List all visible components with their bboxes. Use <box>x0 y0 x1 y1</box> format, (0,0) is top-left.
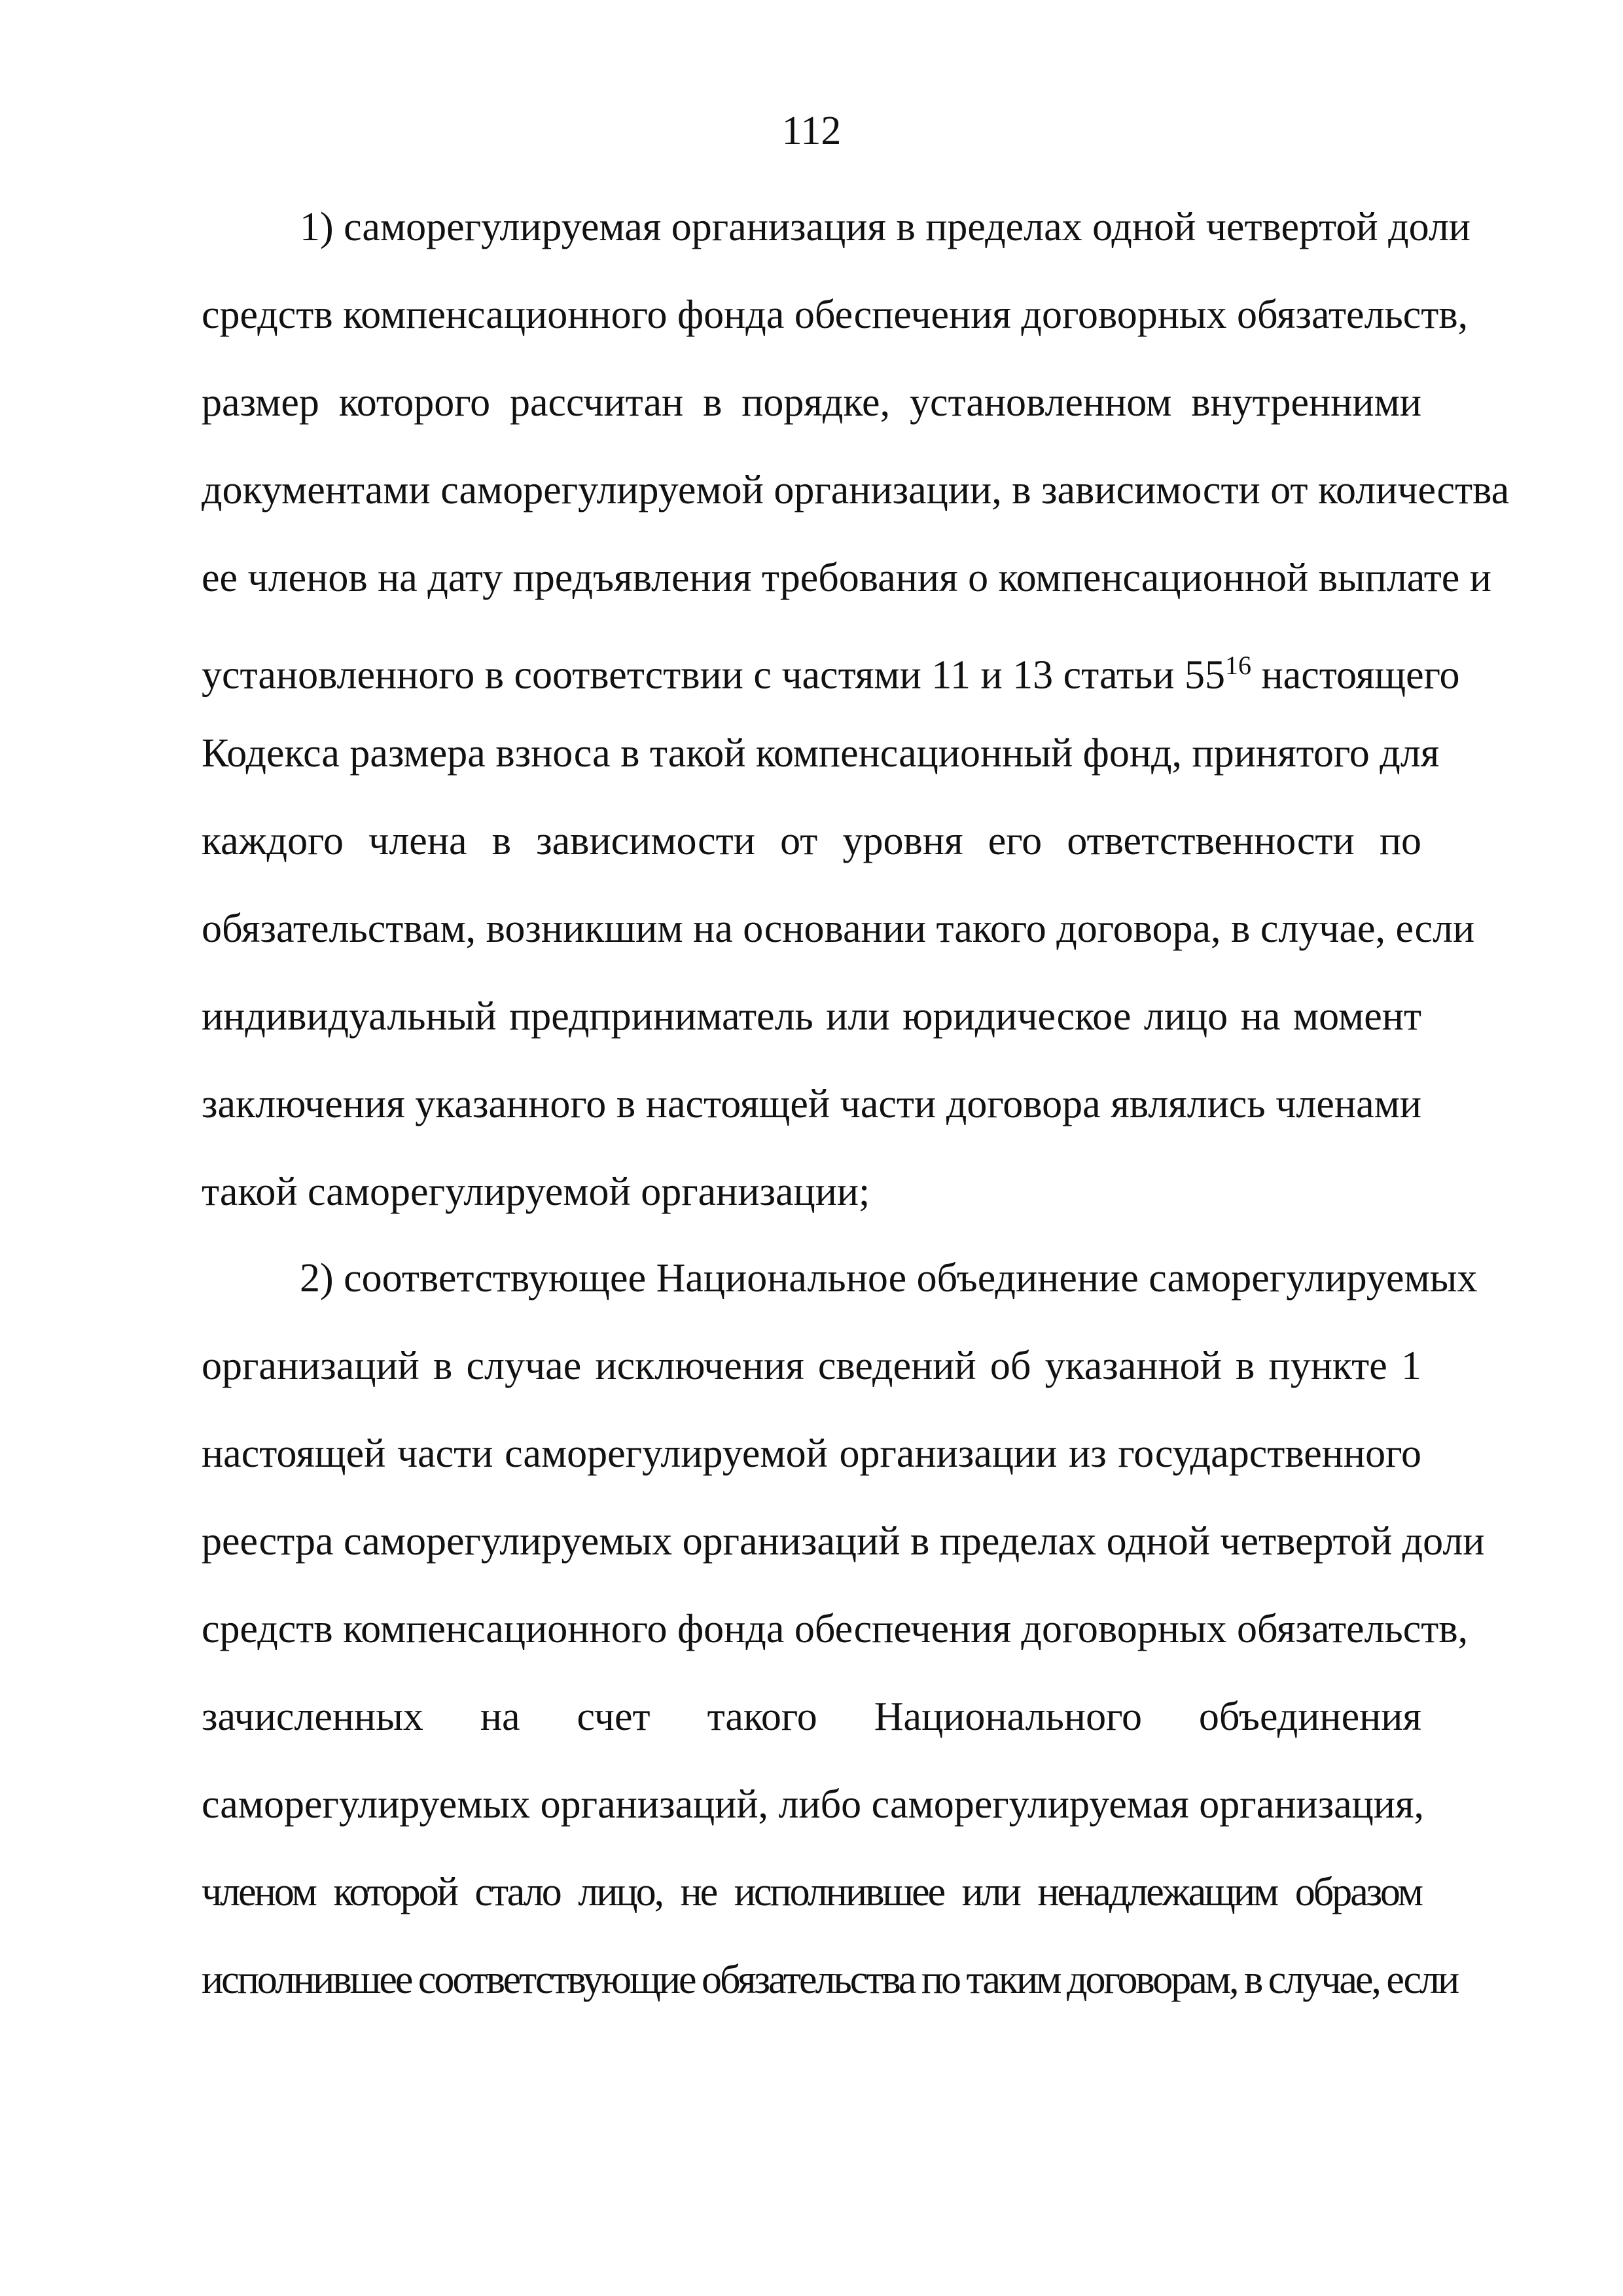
text-line: организаций в случае исключения сведений об указанной в пункте 1 <box>202 1344 1421 1388</box>
text-line: членом которой стало лицо, не исполнившее или ненадлежащим образом <box>202 1870 1421 1914</box>
text-line: реестра саморегулируемых организаций в пределах одной четвертой доли <box>202 1519 1485 1564</box>
text-line: средств компенсационного фонда обеспечения договорных обязательств, <box>202 1607 1469 1651</box>
text-line: настоящей части саморегулируемой организации из государственного <box>202 1431 1421 1476</box>
page-number: 112 <box>781 109 842 153</box>
text-line: обязательствам, возникшим на основании такого договора, в случае, если <box>202 906 1475 951</box>
paragraph-1 <box>202 183 1510 1236</box>
superscript: 16 <box>1225 651 1251 680</box>
text-line: ее членов на дату предъявления требования о компенсационной выплате и <box>202 556 1491 600</box>
text-line: зачисленных на счет такого Национального объединения <box>202 1695 1421 1739</box>
text-line: средств компенсационного фонда обеспечения договорных обязательств, <box>202 293 1469 337</box>
text-line: каждого члена в зависимости от уровня его ответственности по <box>202 819 1421 863</box>
text-line: Кодекса размера взноса в такой компенсационный фонд, принятого для <box>202 731 1440 776</box>
text-line: индивидуальный предприниматель или юридическое лицо на момент <box>202 994 1421 1039</box>
text-segment: установленного в соответствии с частями 11 и 13 статьи 55 <box>202 653 1225 698</box>
text-line-with-superscript <box>202 622 1460 709</box>
text-line: саморегулируемых организаций, либо саморегулируемая организация, <box>202 1782 1424 1827</box>
text-line: размер которого рассчитан в порядке, установленном внутренними <box>202 380 1421 425</box>
text-line: заключения указанного в настоящей части договора являлись членами <box>202 1082 1421 1126</box>
text-line: исполнившее соответствующие обязательства по таким договорам, в случае, если <box>202 1958 1458 2002</box>
text-line: 2) соответствующее Национальное объединение саморегулируемых <box>300 1256 1478 1300</box>
text-line: 1) саморегулируемая организация в пределах одной четвертой доли <box>300 205 1471 249</box>
paragraph-2 <box>202 1234 1485 2024</box>
text-line: такой саморегулируемой организации; <box>202 1170 870 1214</box>
text-segment: настоящего <box>1251 653 1460 698</box>
text-line: документами саморегулируемой организации, в зависимости от количества <box>202 468 1510 512</box>
